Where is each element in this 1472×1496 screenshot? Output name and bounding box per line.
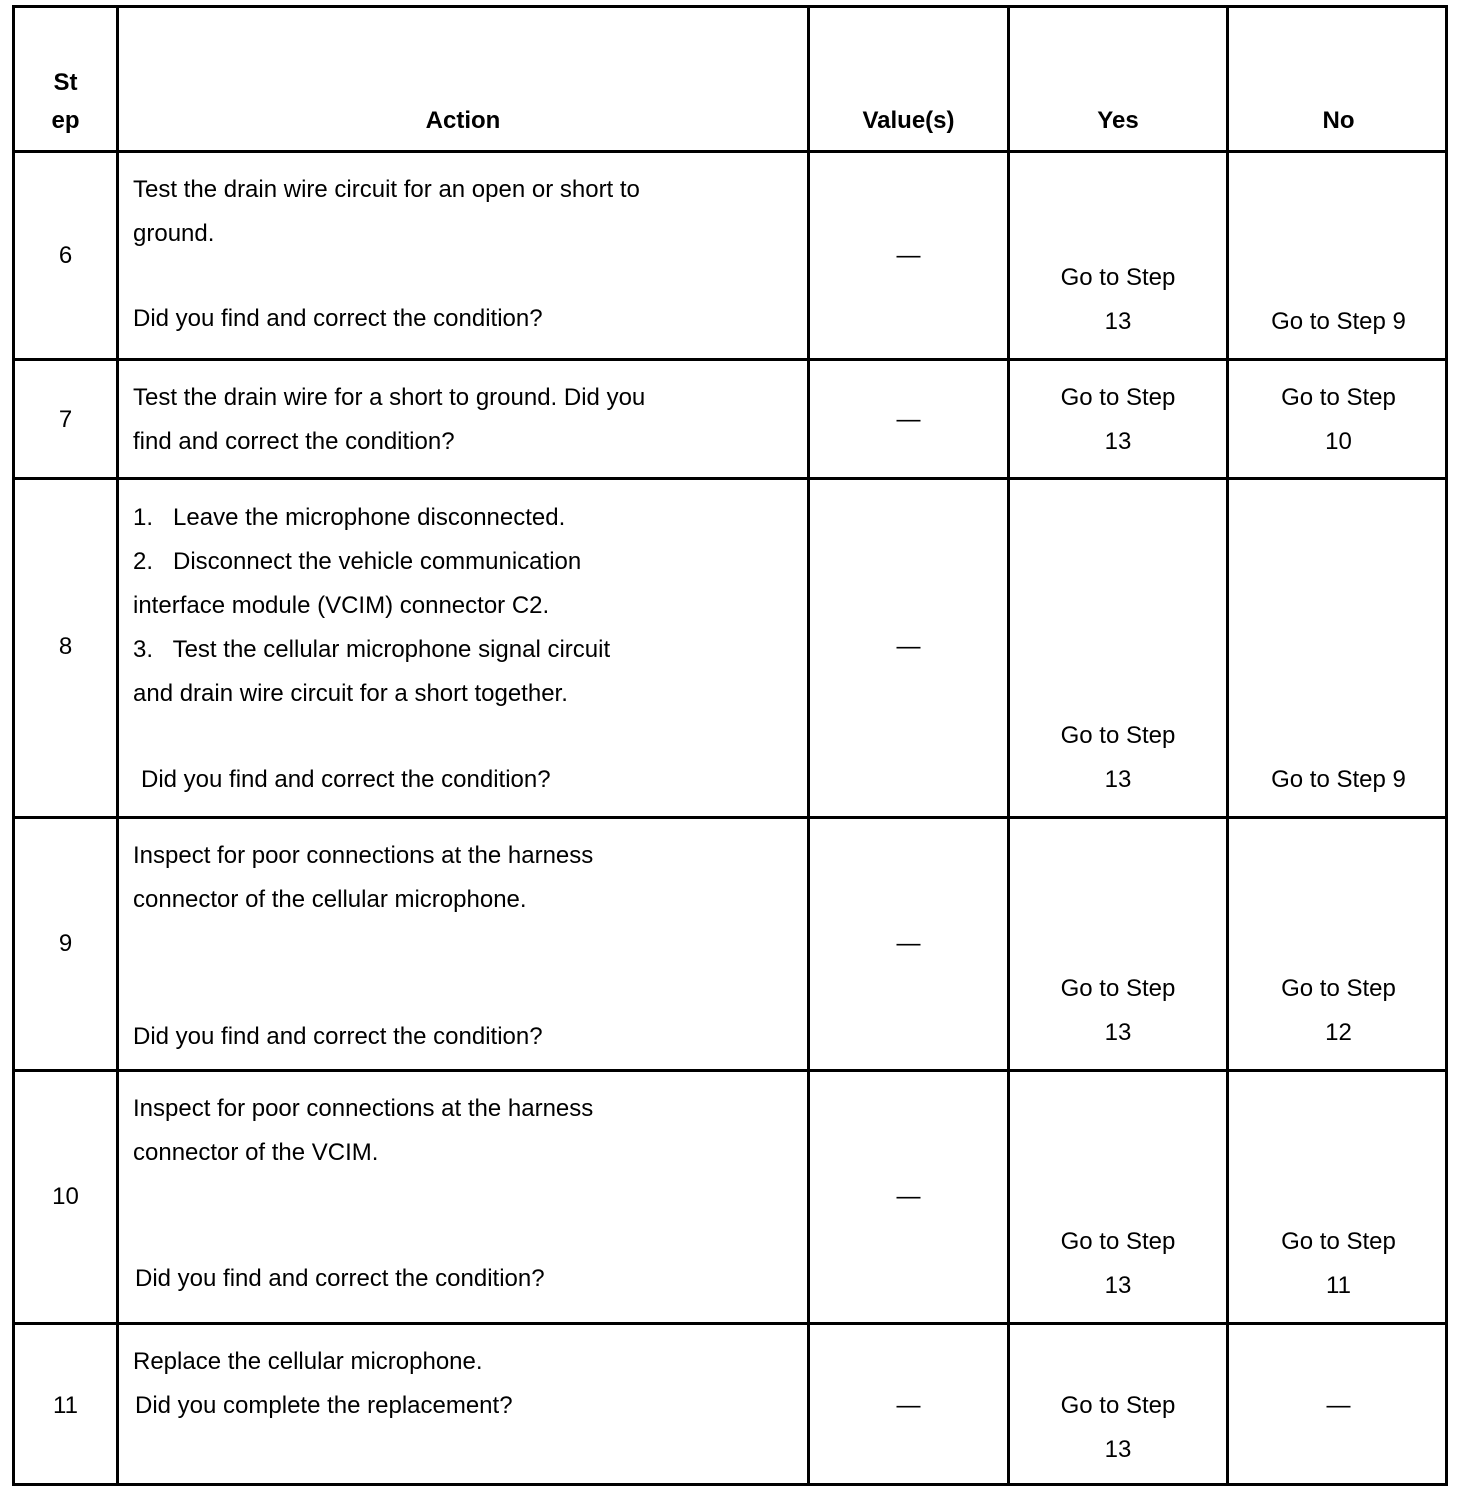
step-number: 9: [58, 930, 73, 957]
header-no: No: [1322, 107, 1355, 134]
action-text: find and correct the condition?: [133, 428, 455, 455]
column-divider: [807, 8, 810, 1483]
step-number: 10: [52, 1183, 79, 1210]
action-text: and drain wire circuit for a short together.: [133, 680, 568, 707]
no-cell: Go to Step: [1281, 384, 1396, 411]
no-cell: 12: [1325, 1019, 1352, 1046]
value-cell: —: [896, 242, 921, 269]
header-step-line1: St: [53, 69, 78, 96]
header-action: Action: [425, 107, 501, 134]
action-text: Test the drain wire for a short to ground. Did you: [133, 384, 646, 411]
action-text: Test the drain wire circuit for an open or short to: [133, 176, 640, 203]
action-question: Did you find and correct the condition?: [141, 766, 551, 793]
row-divider: [15, 477, 1445, 480]
action-text: Inspect for poor connections at the harness: [133, 842, 594, 869]
no-cell: Go to Step 9: [1271, 766, 1406, 793]
action-question: Did you find and correct the condition?: [133, 1023, 543, 1050]
action-text: 2. Disconnect the vehicle communication: [133, 548, 582, 575]
row-divider: [15, 1322, 1445, 1325]
action-text: interface module (VCIM) connector C2.: [133, 592, 550, 619]
step-number: 6: [58, 242, 73, 269]
row-divider: [15, 816, 1445, 819]
no-cell: 11: [1326, 1272, 1351, 1299]
value-cell: —: [896, 930, 921, 957]
value-cell: —: [896, 1183, 921, 1210]
no-cell: Go to Step: [1281, 1228, 1396, 1255]
yes-cell: 13: [1104, 428, 1132, 455]
no-cell: Go to Step 9: [1271, 308, 1406, 335]
step-number: 8: [58, 633, 73, 660]
action-text: connector of the cellular microphone.: [133, 886, 527, 913]
diagnostic-table: [12, 5, 1448, 1486]
no-cell: 10: [1325, 428, 1352, 455]
yes-cell: 13: [1104, 766, 1132, 793]
yes-cell: Go to Step: [1060, 1228, 1176, 1255]
action-question: Did you find and correct the condition?: [135, 1265, 545, 1292]
action-text: 3. Test the cellular microphone signal circuit: [133, 636, 611, 663]
yes-cell: 13: [1104, 308, 1132, 335]
action-question: Did you find and correct the condition?: [133, 305, 543, 332]
yes-cell: Go to Step: [1060, 384, 1176, 411]
action-text: 1. Leave the microphone disconnected.: [133, 504, 566, 531]
yes-cell: Go to Step: [1060, 722, 1176, 749]
yes-cell: Go to Step: [1060, 975, 1176, 1002]
action-text: ground.: [133, 220, 215, 247]
row-divider: [15, 1069, 1445, 1072]
no-cell: Go to Step: [1281, 975, 1396, 1002]
row-divider: [15, 358, 1445, 361]
header-yes: Yes: [1097, 107, 1139, 134]
row-divider: [15, 150, 1445, 153]
action-text: connector of the VCIM.: [133, 1139, 379, 1166]
step-number: 11: [53, 1392, 78, 1419]
yes-cell: 13: [1104, 1436, 1132, 1463]
value-cell: —: [896, 633, 921, 660]
yes-cell: Go to Step: [1060, 264, 1176, 291]
column-divider: [116, 8, 119, 1483]
header-step-line2: ep: [51, 107, 80, 134]
yes-cell: 13: [1104, 1272, 1132, 1299]
step-number: 7: [58, 406, 73, 433]
header-values: Value(s): [862, 107, 955, 134]
action-text: Inspect for poor connections at the harness: [133, 1095, 594, 1122]
value-cell: —: [896, 406, 921, 433]
value-cell: —: [896, 1392, 921, 1419]
no-cell: —: [1326, 1392, 1351, 1419]
yes-cell: Go to Step: [1060, 1392, 1176, 1419]
action-text: Did you complete the replacement?: [135, 1392, 513, 1419]
yes-cell: 13: [1104, 1019, 1132, 1046]
action-text: Replace the cellular microphone.: [133, 1348, 483, 1375]
